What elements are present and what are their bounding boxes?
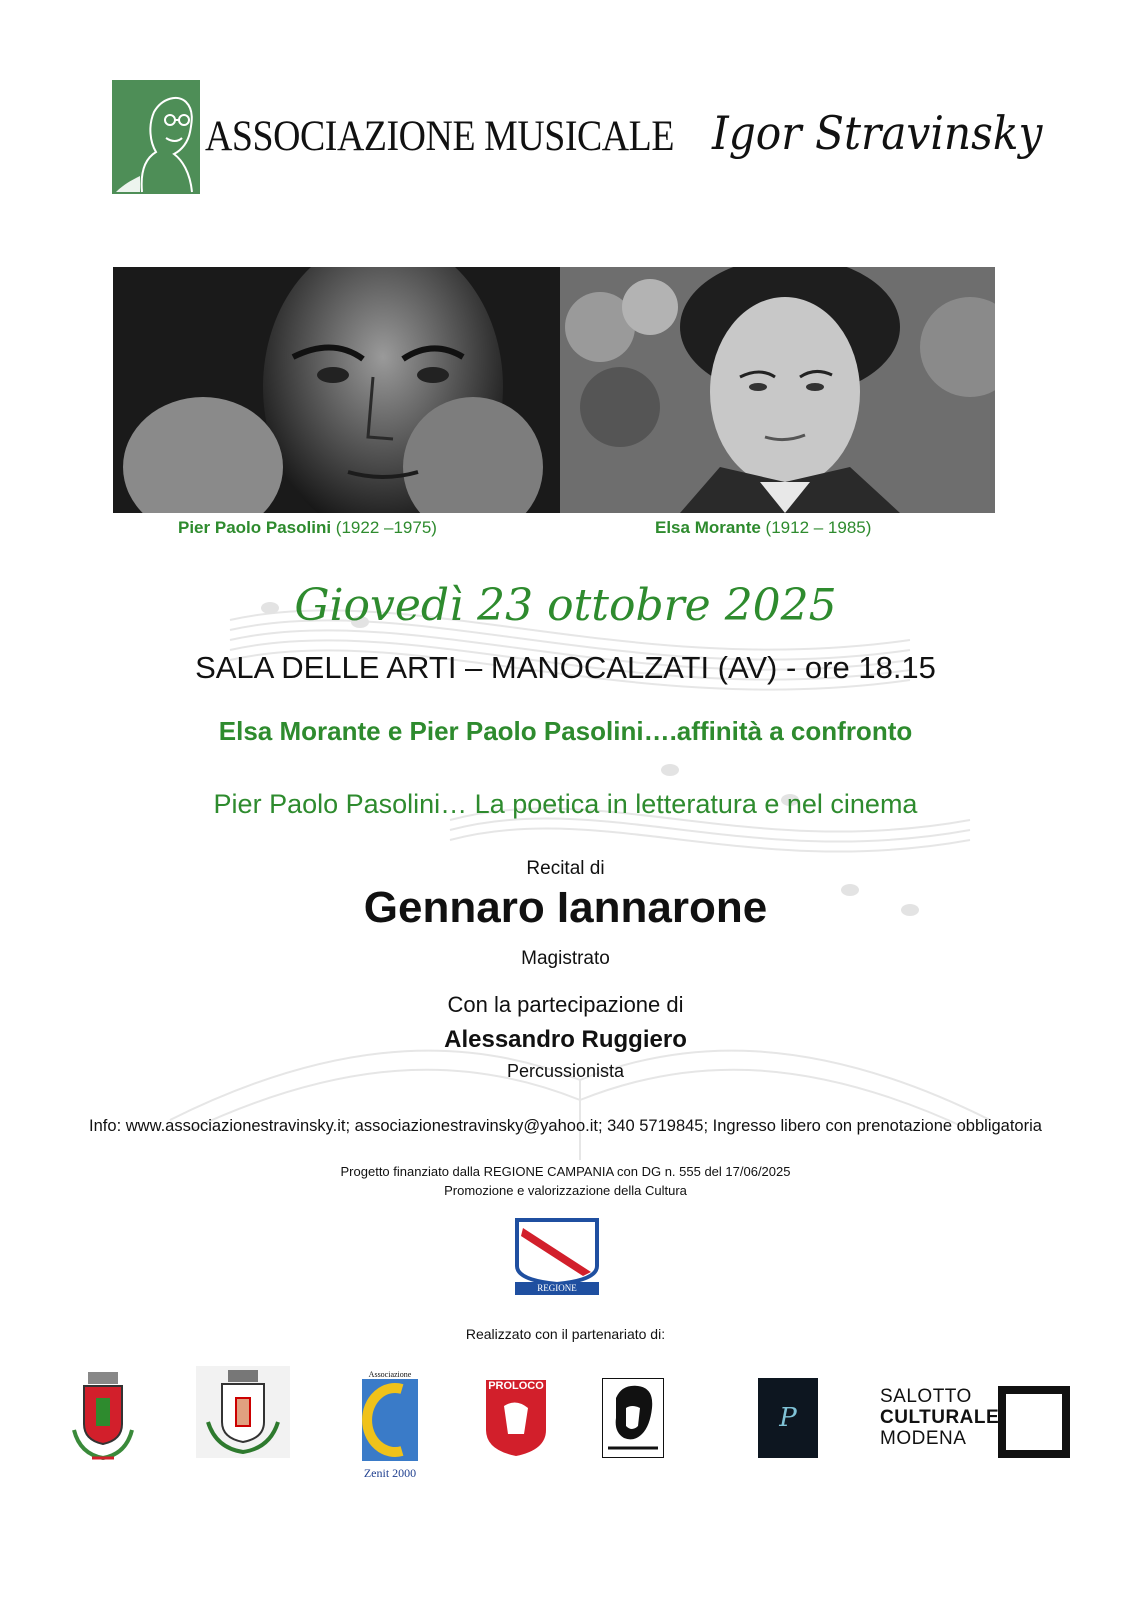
proloco-text: PROLOCO	[488, 1380, 544, 1392]
caption-pasolini-name: Pier Paolo Pasolini	[178, 518, 332, 537]
zenit-top-text: Associazione	[368, 1370, 412, 1379]
caption-pasolini	[178, 518, 437, 538]
p-letter: P	[779, 1403, 797, 1433]
partner-comune-1-crest	[70, 1370, 136, 1466]
salotto-square-icon	[998, 1386, 1070, 1458]
event-subtitle: Pier Paolo Pasolini… La poetica in letteratura e nel cinema	[213, 789, 918, 819]
event-title: Elsa Morante e Pier Paolo Pasolini….affinità a confronto	[218, 716, 913, 746]
guest-name: Alessandro Ruggiero	[444, 1026, 687, 1053]
caption-morante	[655, 518, 871, 538]
caption-pasolini-dates: (1922 –1975)	[335, 518, 437, 537]
regione-label: REGIONE CAMPANIA	[533, 1283, 581, 1306]
salotto-line-2: CULTURALE	[880, 1407, 1000, 1428]
salotto-line-3: MODENA	[880, 1428, 967, 1449]
recital-label: Recital di	[526, 858, 605, 879]
partner-comune-2-crest	[196, 1366, 290, 1458]
participation-label: Con la partecipazione di	[447, 992, 684, 1017]
partners-label: Realizzato con il partenariato di:	[465, 1326, 666, 1342]
caption-morante-dates: (1912 – 1985)	[765, 518, 872, 537]
funding-line-2: Promozione e valorizzazione della Cultura	[444, 1183, 687, 1198]
funding-line-1: Progetto finanziato dalla REGIONE CAMPANIA con DG n. 555 del 17/06/2025	[340, 1164, 791, 1179]
performer-name: Gennaro Iannarone	[363, 883, 768, 932]
partner-p-logo	[758, 1378, 818, 1458]
salotto-line-1: SALOTTO	[880, 1386, 972, 1407]
performer-role: Magistrato	[521, 948, 610, 969]
partner-proloco-logo	[484, 1378, 548, 1468]
partner-zenit-2000-logo	[358, 1370, 422, 1480]
caption-morante-name: Elsa Morante	[655, 518, 761, 537]
pasolini-photo	[113, 267, 560, 513]
zenit-bottom-text: Zenit 2000	[363, 1466, 417, 1480]
partner-beethoven-logo	[602, 1378, 664, 1458]
morante-photo	[560, 267, 995, 513]
org-script-name: Igor Stravinsky	[712, 106, 1043, 160]
event-venue: SALA DELLE ARTI – MANOCALZATI (AV) - ore 18.15	[195, 650, 936, 685]
info-line: Info: www.associazionestravinsky.it; associazionestravinsky@yahoo.it; 340 5719845; Ingresso libero con prenotazione obbligatoria	[89, 1117, 1042, 1135]
association-logo	[112, 80, 200, 194]
guest-role: Percussionista	[506, 1061, 625, 1081]
event-date: Giovedì 23 ottobre 2025	[294, 580, 837, 631]
partner-salotto-culturale-modena-logo	[876, 1386, 1072, 1456]
org-name: ASSOCIAZIONE MUSICALE	[205, 113, 675, 160]
regione-campania-logo	[513, 1218, 601, 1306]
